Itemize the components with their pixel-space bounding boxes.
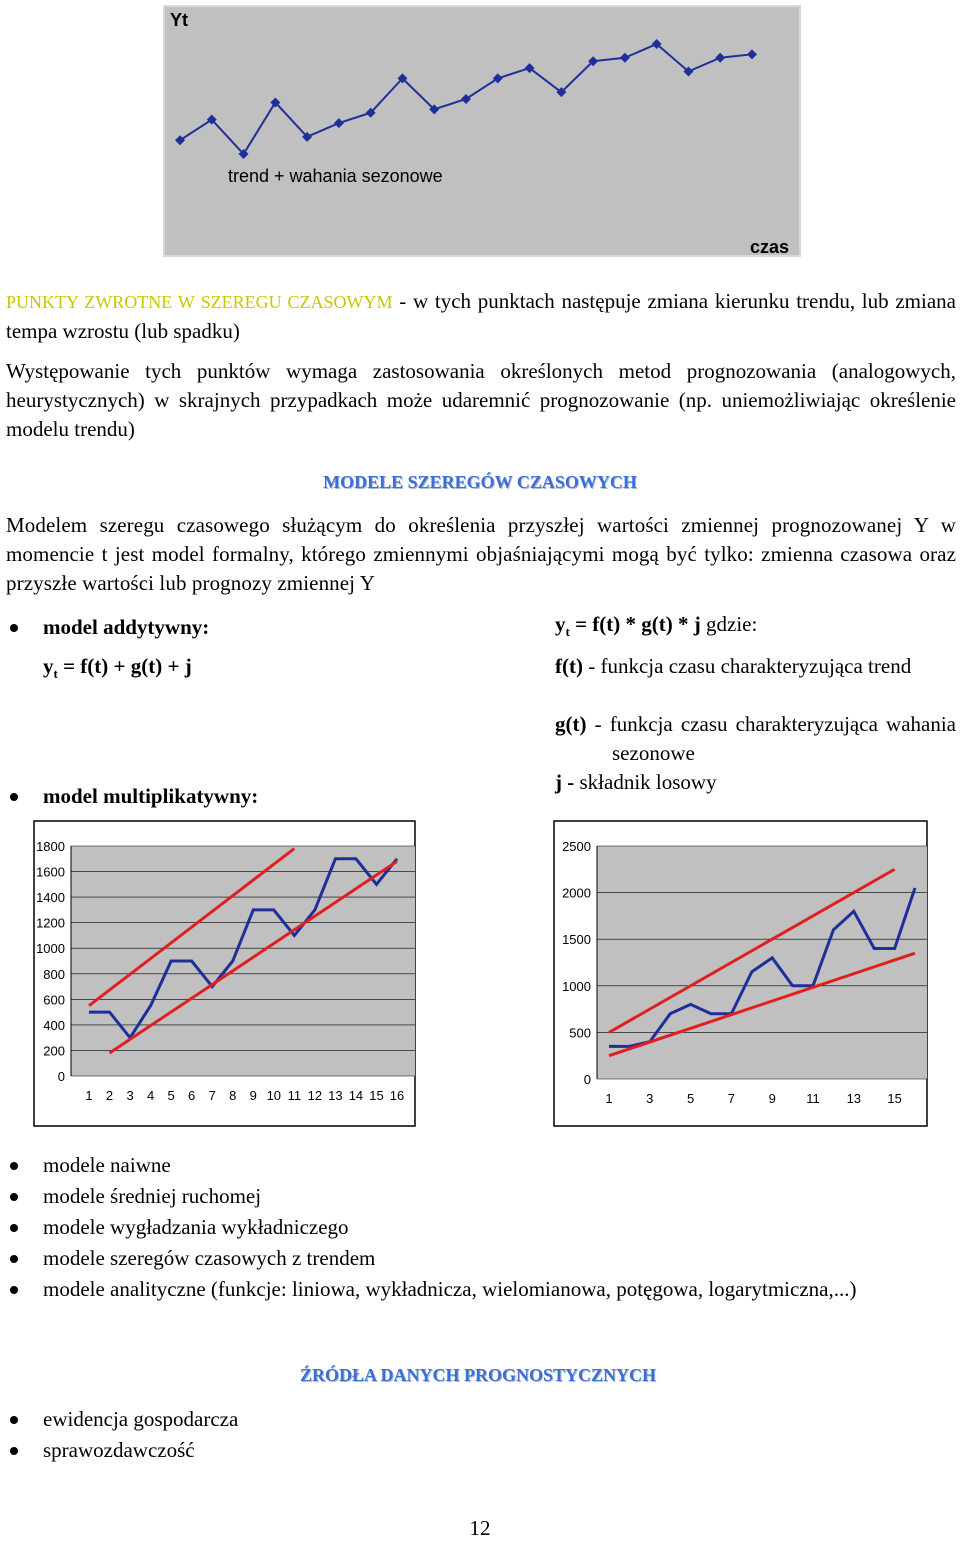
model-type-item: modele szeregów czasowych z trendem (6, 1243, 956, 1274)
sources-list (6, 1404, 606, 1466)
model-type-item: modele wygładzania wykładniczego (6, 1212, 956, 1243)
source-item: sprawozdawczość (6, 1435, 606, 1466)
turning-points-text-2: Występowanie tych punktów wymaga zastosowania określonych metod prognozowania (analogowych, heurystycznych) w skrajnych przypadkach może udaremnić prognozowanie (np. uniemożliwiając określenie modelu trendu) (6, 359, 956, 441)
model-type-item: modele średniej ruchomej (6, 1181, 956, 1212)
y-tick-label: 0 (57, 1069, 65, 1084)
additive-formula: $y_t = f(t) + g(t) + j$ (43, 654, 192, 682)
y-tick-label: 1500 (562, 932, 591, 948)
plot-area (71, 846, 415, 1076)
model-list-left (6, 612, 506, 643)
top-chart-x-label: czas (750, 237, 790, 257)
x-tick-label: 8 (229, 1088, 237, 1103)
x-tick-label: 5 (686, 1091, 695, 1106)
turning-points-paragraph-2 (6, 357, 956, 444)
models-heading: MODELE SZEREGÓW CZASOWYCH (323, 472, 637, 492)
x-tick-label: 9 (768, 1091, 776, 1106)
x-tick-label: 13 (328, 1088, 343, 1103)
x-tick-label: 7 (208, 1088, 216, 1103)
y-tick-label: 600 (43, 992, 65, 1008)
additive-model-item (6, 612, 506, 643)
def-g: g(t) - funkcja czasu charakteryzująca wahania sezonowe (555, 712, 956, 765)
def-f: f(t) - funkcja czasu charakteryzująca trend (555, 654, 912, 678)
x-tick-label: 15 (369, 1088, 384, 1103)
y-tick-label: 200 (43, 1043, 65, 1059)
y-tick-label: 2500 (562, 839, 591, 854)
y-tick-label: 500 (569, 1025, 591, 1041)
y-tick-label: 1000 (562, 978, 591, 994)
y-tick-label: 1400 (36, 890, 65, 906)
model-type-item: modele naiwne (6, 1150, 956, 1181)
x-tick-label: 10 (266, 1088, 282, 1103)
top-chart-y-label: Yt (170, 10, 188, 30)
x-tick-label: 2 (105, 1088, 114, 1103)
turning-points-title: PUNKTY ZWROTNE W SZEREGU CZASOWYM (6, 292, 393, 312)
x-tick-label: 15 (887, 1091, 902, 1106)
x-tick-label: 7 (727, 1091, 736, 1106)
y-tick-label: 1200 (36, 915, 65, 931)
multiplicative-model-label: model multiplikatywny: (43, 784, 259, 808)
x-tick-label: 3 (646, 1091, 654, 1106)
models-intro: Modelem szeregu czasowego służącym do określenia przyszłej wartości zmiennej prognozowanej Y w momencie t jest model formalny, którego zmiennymi objaśniającymi mogą być tylko: zmienna czasowa oraz przyszłe wartości lub prognozy zmiennej Y (6, 513, 956, 595)
y-tick-label: 2000 (562, 885, 591, 901)
additive-chart (33, 820, 416, 1127)
x-tick-label: 4 (146, 1088, 155, 1103)
model-list-left-2 (6, 781, 506, 812)
y-tick-label: 800 (43, 966, 65, 982)
source-item: ewidencja gospodarcza (6, 1404, 606, 1435)
multiplicative-formula: $y_t = f(t) * g(t) * j$ gdzie: (555, 612, 758, 640)
model-types-list (6, 1150, 956, 1305)
x-tick-label: 9 (249, 1088, 257, 1103)
y-tick-label: 0 (583, 1072, 591, 1087)
y-tick-label: 1600 (36, 864, 65, 880)
y-tick-label: 1800 (36, 839, 65, 854)
x-tick-label: 11 (806, 1091, 820, 1106)
multiplicative-chart (553, 820, 928, 1127)
x-tick-label: 11 (287, 1088, 302, 1103)
sources-heading: ŹRÓDŁA DANYCH PROGNOSTYCZNYCH (300, 1365, 657, 1385)
multiplicative-model-item (6, 781, 506, 812)
x-tick-label: 13 (846, 1091, 862, 1106)
x-tick-label: 14 (348, 1088, 364, 1103)
y-tick-label: 400 (43, 1017, 65, 1033)
x-tick-label: 12 (307, 1088, 323, 1103)
top-chart-annotation: trend + wahania sezonowe (228, 166, 443, 186)
x-tick-label: 1 (605, 1091, 613, 1106)
x-tick-label: 6 (188, 1088, 196, 1103)
x-tick-label: 5 (167, 1088, 175, 1103)
turning-points-text: - w tych punktach następuje zmiana kierunku trendu, lub zmiana tempa wzrostu (lub spadku) (6, 289, 956, 343)
top-chart (162, 4, 802, 259)
turning-points-paragraph (6, 287, 956, 346)
page-number: 12 (469, 1516, 491, 1540)
x-tick-label: 1 (85, 1088, 93, 1103)
def-j: j - składnik losowy (555, 770, 717, 794)
y-tick-label: 1000 (36, 941, 65, 957)
x-tick-label: 16 (389, 1088, 405, 1103)
additive-model-label: model addytywny: (43, 615, 210, 639)
model-type-item: modele analityczne (funkcje: liniowa, wykładnicza, wielomianowa, potęgowa, logarytmiczna,...) (6, 1274, 956, 1305)
x-tick-label: 3 (126, 1088, 134, 1103)
